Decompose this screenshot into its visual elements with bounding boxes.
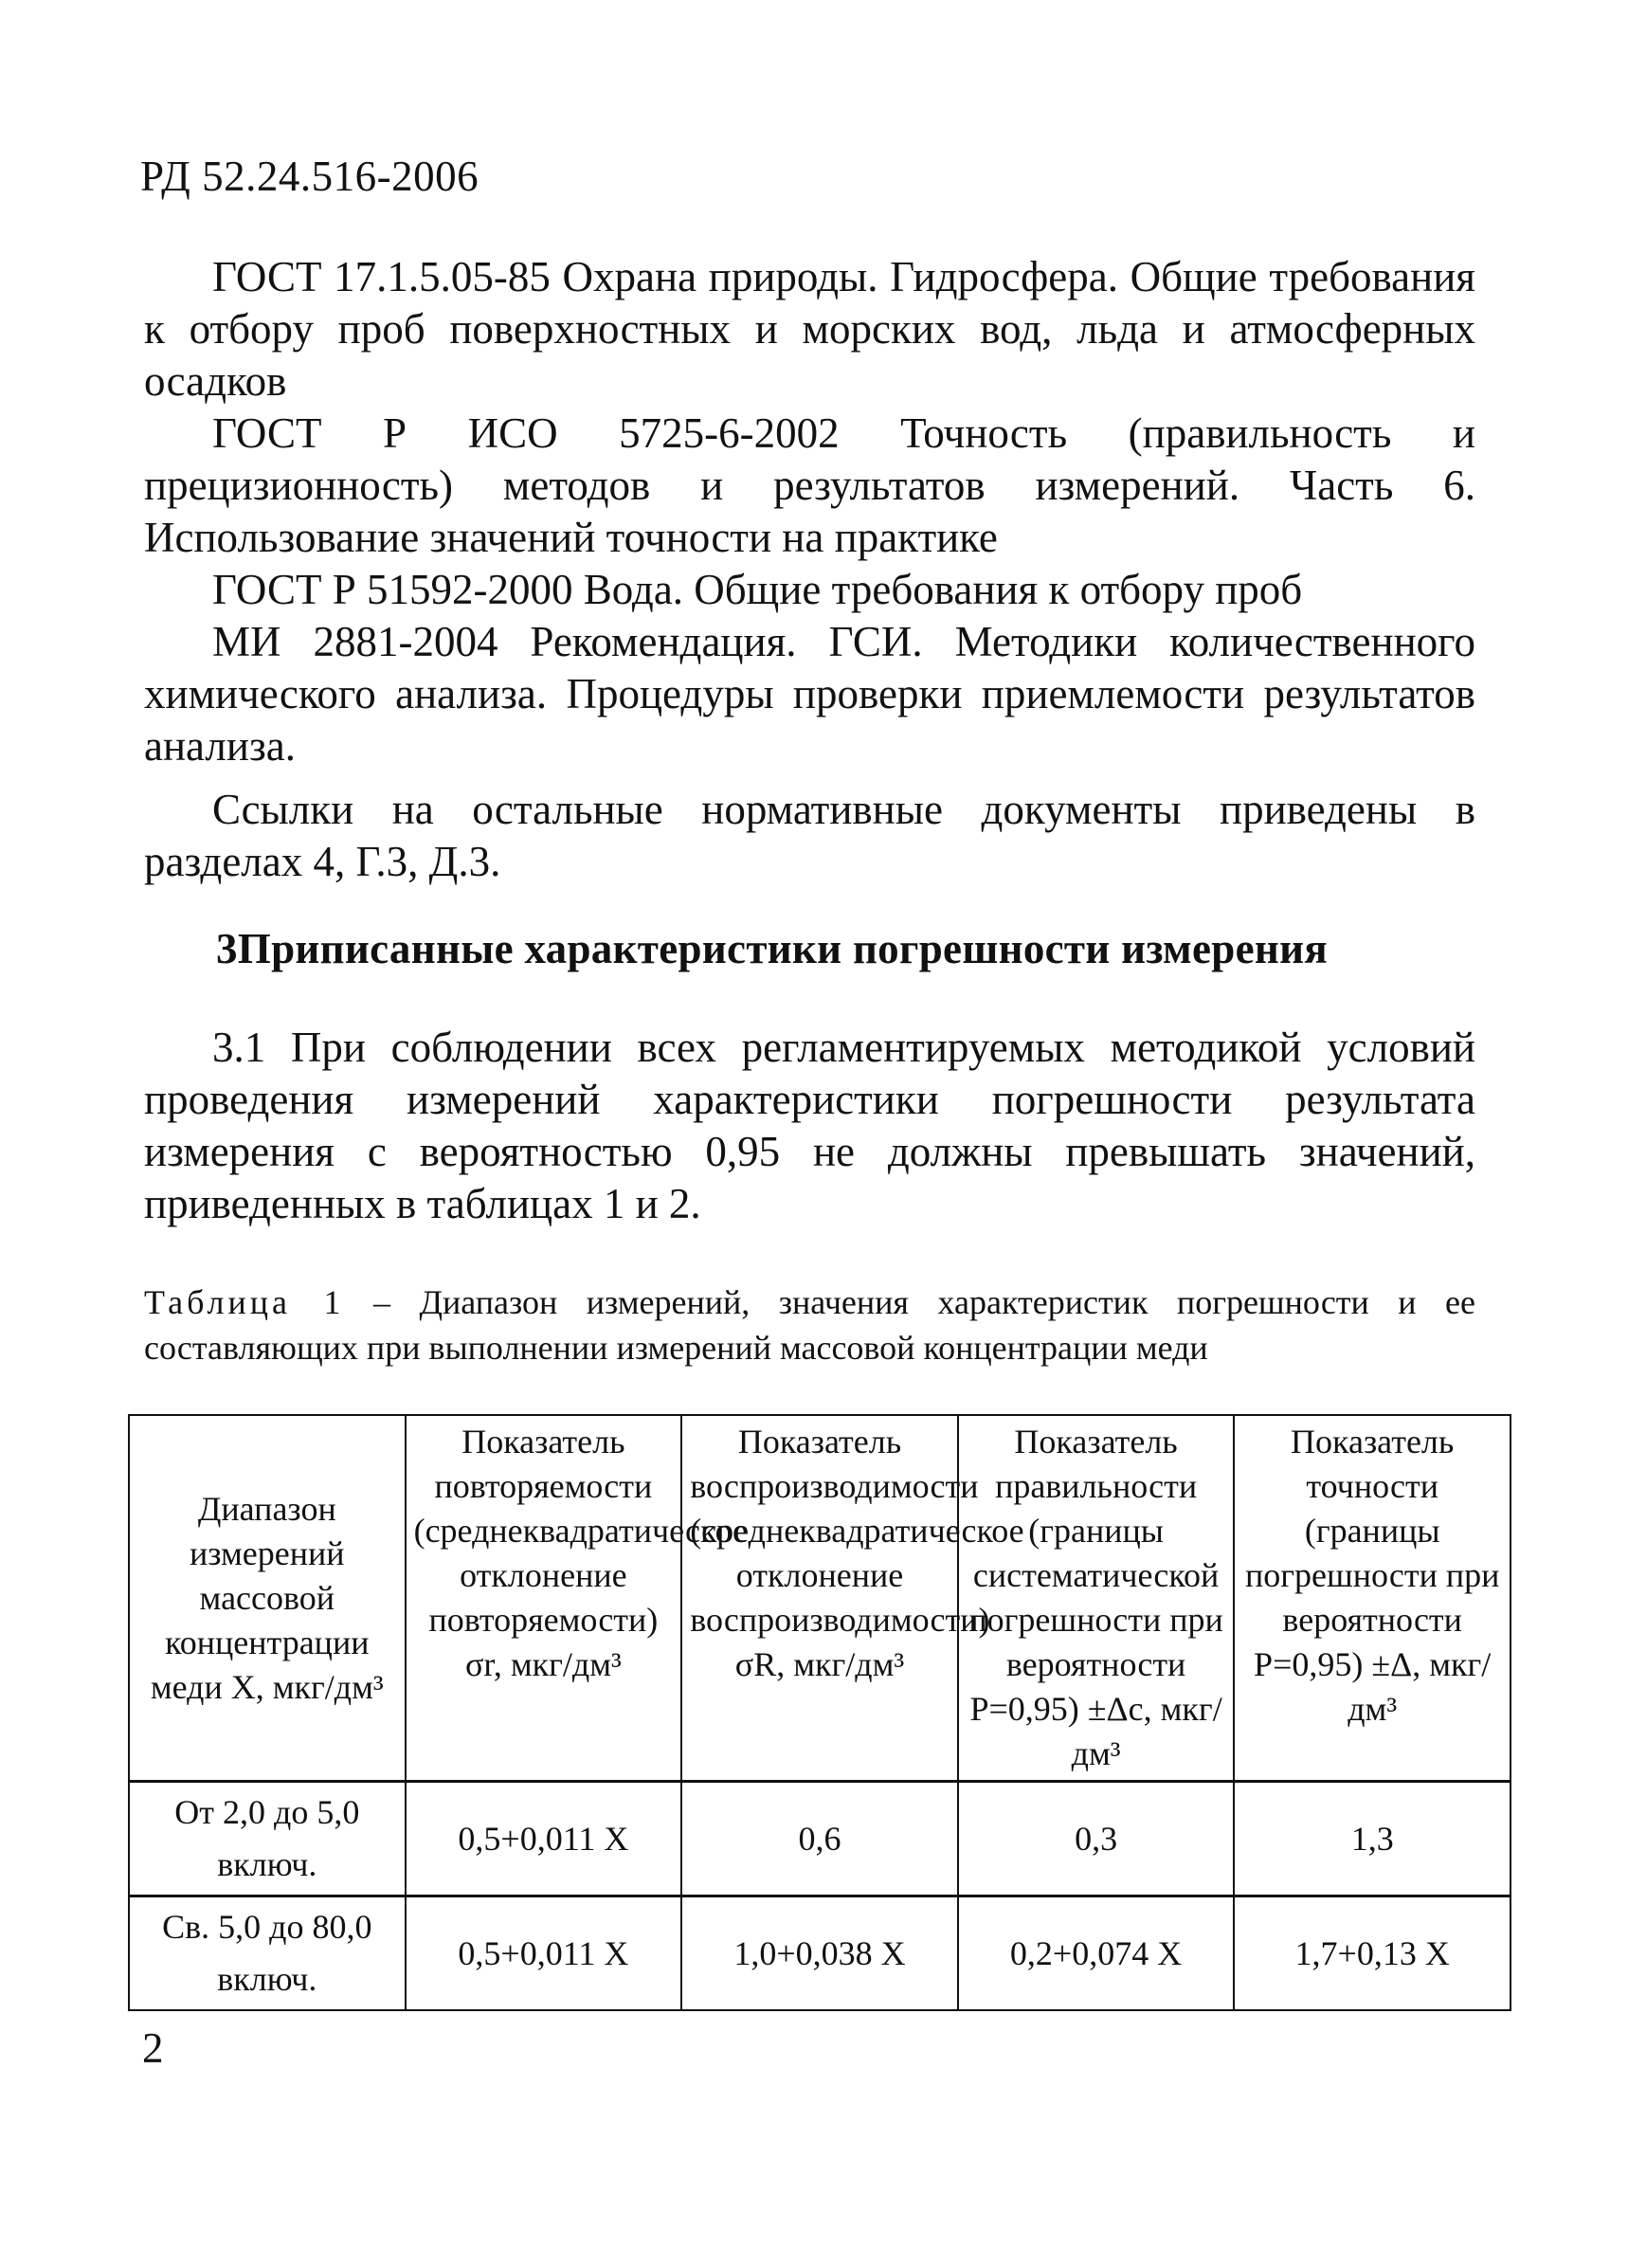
- cell-reproducibility: 1,0+0,038 X: [681, 1896, 958, 2011]
- table-caption: [144, 1279, 1475, 1370]
- page-number: 2: [142, 2024, 164, 2072]
- document-code-header: РД 52.24.516-2006: [140, 153, 479, 200]
- header-accuracy: Показатель точности (границы погрешности при вероятности P=0,95) ±Δ, мкг/дм³: [1234, 1415, 1510, 1782]
- cell-repeatability: 0,5+0,011 X: [406, 1896, 682, 2011]
- cell-accuracy: 1,3: [1234, 1782, 1510, 1896]
- table-row: [129, 1896, 1510, 2011]
- table-row: [129, 1782, 1510, 1896]
- copper-measurement-table: [128, 1414, 1511, 2011]
- header-trueness: Показатель правильности (границы систематической погрешности при вероятности P=0,95) ±Δc, мкг/дм³: [958, 1415, 1235, 1782]
- section-body: [144, 1022, 1475, 1230]
- header-range: Диапазон измерений массовой концентрации меди X, мкг/дм³: [129, 1415, 406, 1782]
- reference-note: Ссылки на остальные нормативные документы приведены в разделах 4, Г.3, Д.3.: [144, 786, 1475, 885]
- table-caption-label: Таблица 1: [144, 1283, 345, 1321]
- header-reproducibility: Показатель воспроизводимости (среднеквадратическое отклонение воспроизводимости) σR, мкг/дм³: [681, 1415, 958, 1782]
- normative-references: [144, 251, 1475, 888]
- table-header-row: [129, 1415, 1510, 1782]
- section-heading: 3Приписанные характеристики погрешности измерения: [216, 925, 1328, 972]
- table-caption-text: – Диапазон измерений, значения характеристик погрешности и ее составляющих при выполнении измерений массовой концентрации меди: [144, 1283, 1476, 1367]
- reference-item: ГОСТ 17.1.5.05-85 Охрана природы. Гидросфера. Общие требования к отбору проб поверхностных и морских вод, льда и атмосферных осадков: [144, 253, 1475, 405]
- cell-trueness: 0,3: [958, 1782, 1235, 1896]
- section-paragraph: 3.1 При соблюдении всех регламентируемых методикой условий проведения измерений характеристики погрешности результата измерения с вероятностью 0,95 не должны превышать значений, приведенных в таблицах 1 и 2.: [144, 1024, 1475, 1227]
- reference-item: МИ 2881-2004 Рекомендация. ГСИ. Методики количественного химического анализа. Процедуры проверки приемлемости результатов анализа.: [144, 618, 1475, 770]
- cell-accuracy: 1,7+0,13 X: [1234, 1896, 1510, 2011]
- reference-item: ГОСТ Р 51592-2000 Вода. Общие требования к отбору проб: [212, 566, 1303, 613]
- cell-repeatability: 0,5+0,011 X: [406, 1782, 682, 1896]
- cell-trueness: 0,2+0,074 X: [958, 1896, 1235, 2011]
- header-repeatability: Показатель повторяемости (среднеквадратическое отклонение повторяемости) σr, мкг/дм³: [406, 1415, 682, 1782]
- reference-item: ГОСТ Р ИСО 5725-6-2002 Точность (правильность и прецизионность) методов и результатов измерений. Часть 6. Использование значений точности на практике: [144, 409, 1475, 561]
- cell-reproducibility: 0,6: [681, 1782, 958, 1896]
- cell-range: Св. 5,0 до 80,0 включ.: [129, 1896, 406, 2011]
- cell-range: От 2,0 до 5,0 включ.: [129, 1782, 406, 1896]
